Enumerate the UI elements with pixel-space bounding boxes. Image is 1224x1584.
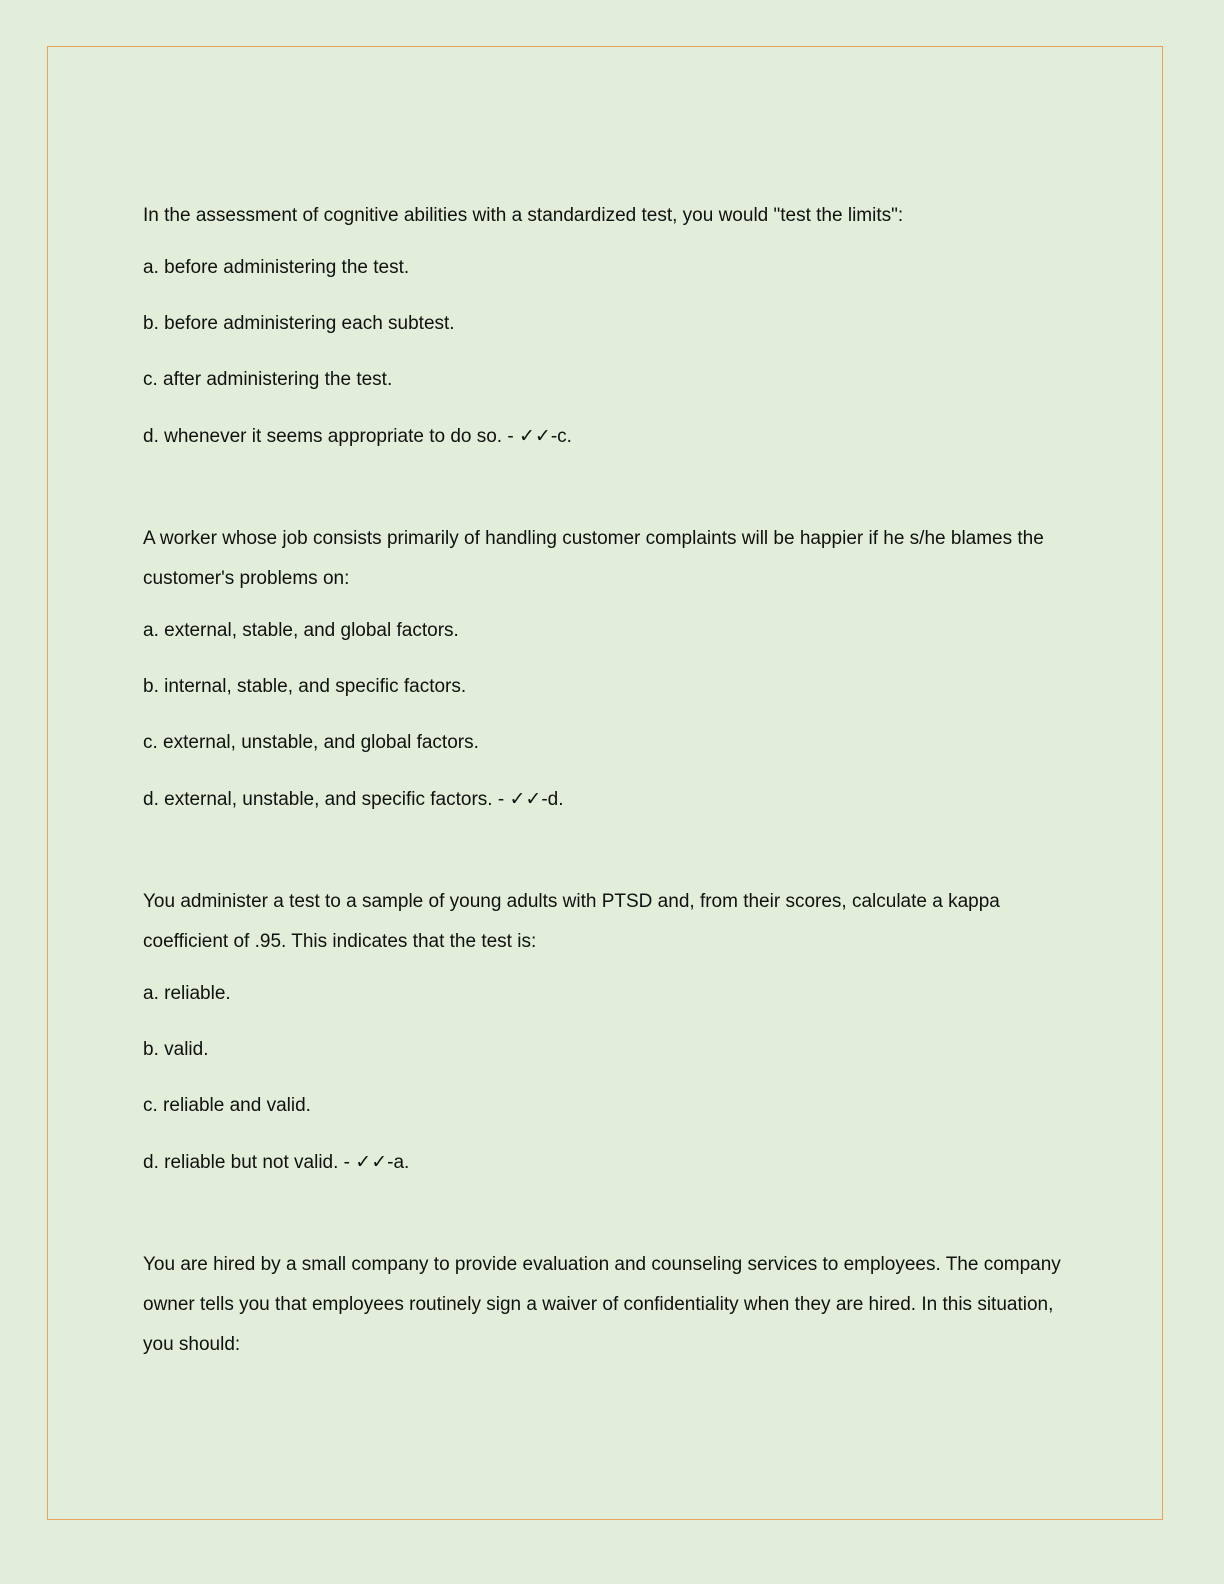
question-1 [143,196,1083,453]
checkmark-icon: ✓✓ [518,425,551,447]
answer-option-a: a. reliable. [143,983,231,1004]
question-3 [143,882,1083,1179]
answer-option-b: b. valid. [143,1039,209,1060]
answer-option-c: c. reliable and valid. [143,1095,311,1116]
question-4 [143,1245,1083,1365]
answer-option-b: b. internal, stable, and specific factors. [143,676,467,697]
question-stem: You administer a test to a sample of young adults with PTSD and, from their scores, calculate a kappa coefficient of .95. This indicates that the test is: [143,891,1000,952]
question-spacer [143,453,1083,519]
answer-option-a: a. before administering the test. [143,257,410,278]
question-stem: A worker whose job consists primarily of handling customer complaints will be happier if he s/he blames the customer's problems on: [143,528,1044,589]
question-stem: In the assessment of cognitive abilities with a standardized test, you would "test the limits": [143,205,904,226]
checkmark-icon: ✓✓ [355,1151,388,1173]
answer-option-d: d. whenever it seems appropriate to do so. - [143,426,514,447]
answer-option-b: b. before administering each subtest. [143,313,455,334]
question-stem: You are hired by a small company to provide evaluation and counseling services to employees. The company owner tells you that employees routinely sign a waiver of confidentiality when they are hired. In this situation, you should: [143,1254,1061,1355]
answer-option-c: c. after administering the test. [143,369,393,390]
question-2 [143,519,1083,816]
answer-key: -c. [550,426,572,447]
answer-option-d-with-key [143,1146,1083,1179]
answer-option-c: c. external, unstable, and global factors. [143,732,479,753]
question-spacer [143,1179,1083,1245]
checkmark-icon: ✓✓ [509,788,542,810]
answer-option-d: d. reliable but not valid. - [143,1152,351,1173]
answer-key: -d. [541,789,564,810]
answer-option-d: d. external, unstable, and specific factors. - [143,789,505,810]
answer-option-d-with-key [143,420,1083,453]
answer-option-d-with-key [143,783,1083,816]
question-spacer [143,816,1083,882]
answer-option-a: a. external, stable, and global factors. [143,620,459,641]
answer-key: -a. [387,1152,410,1173]
document-body [143,196,1083,1381]
